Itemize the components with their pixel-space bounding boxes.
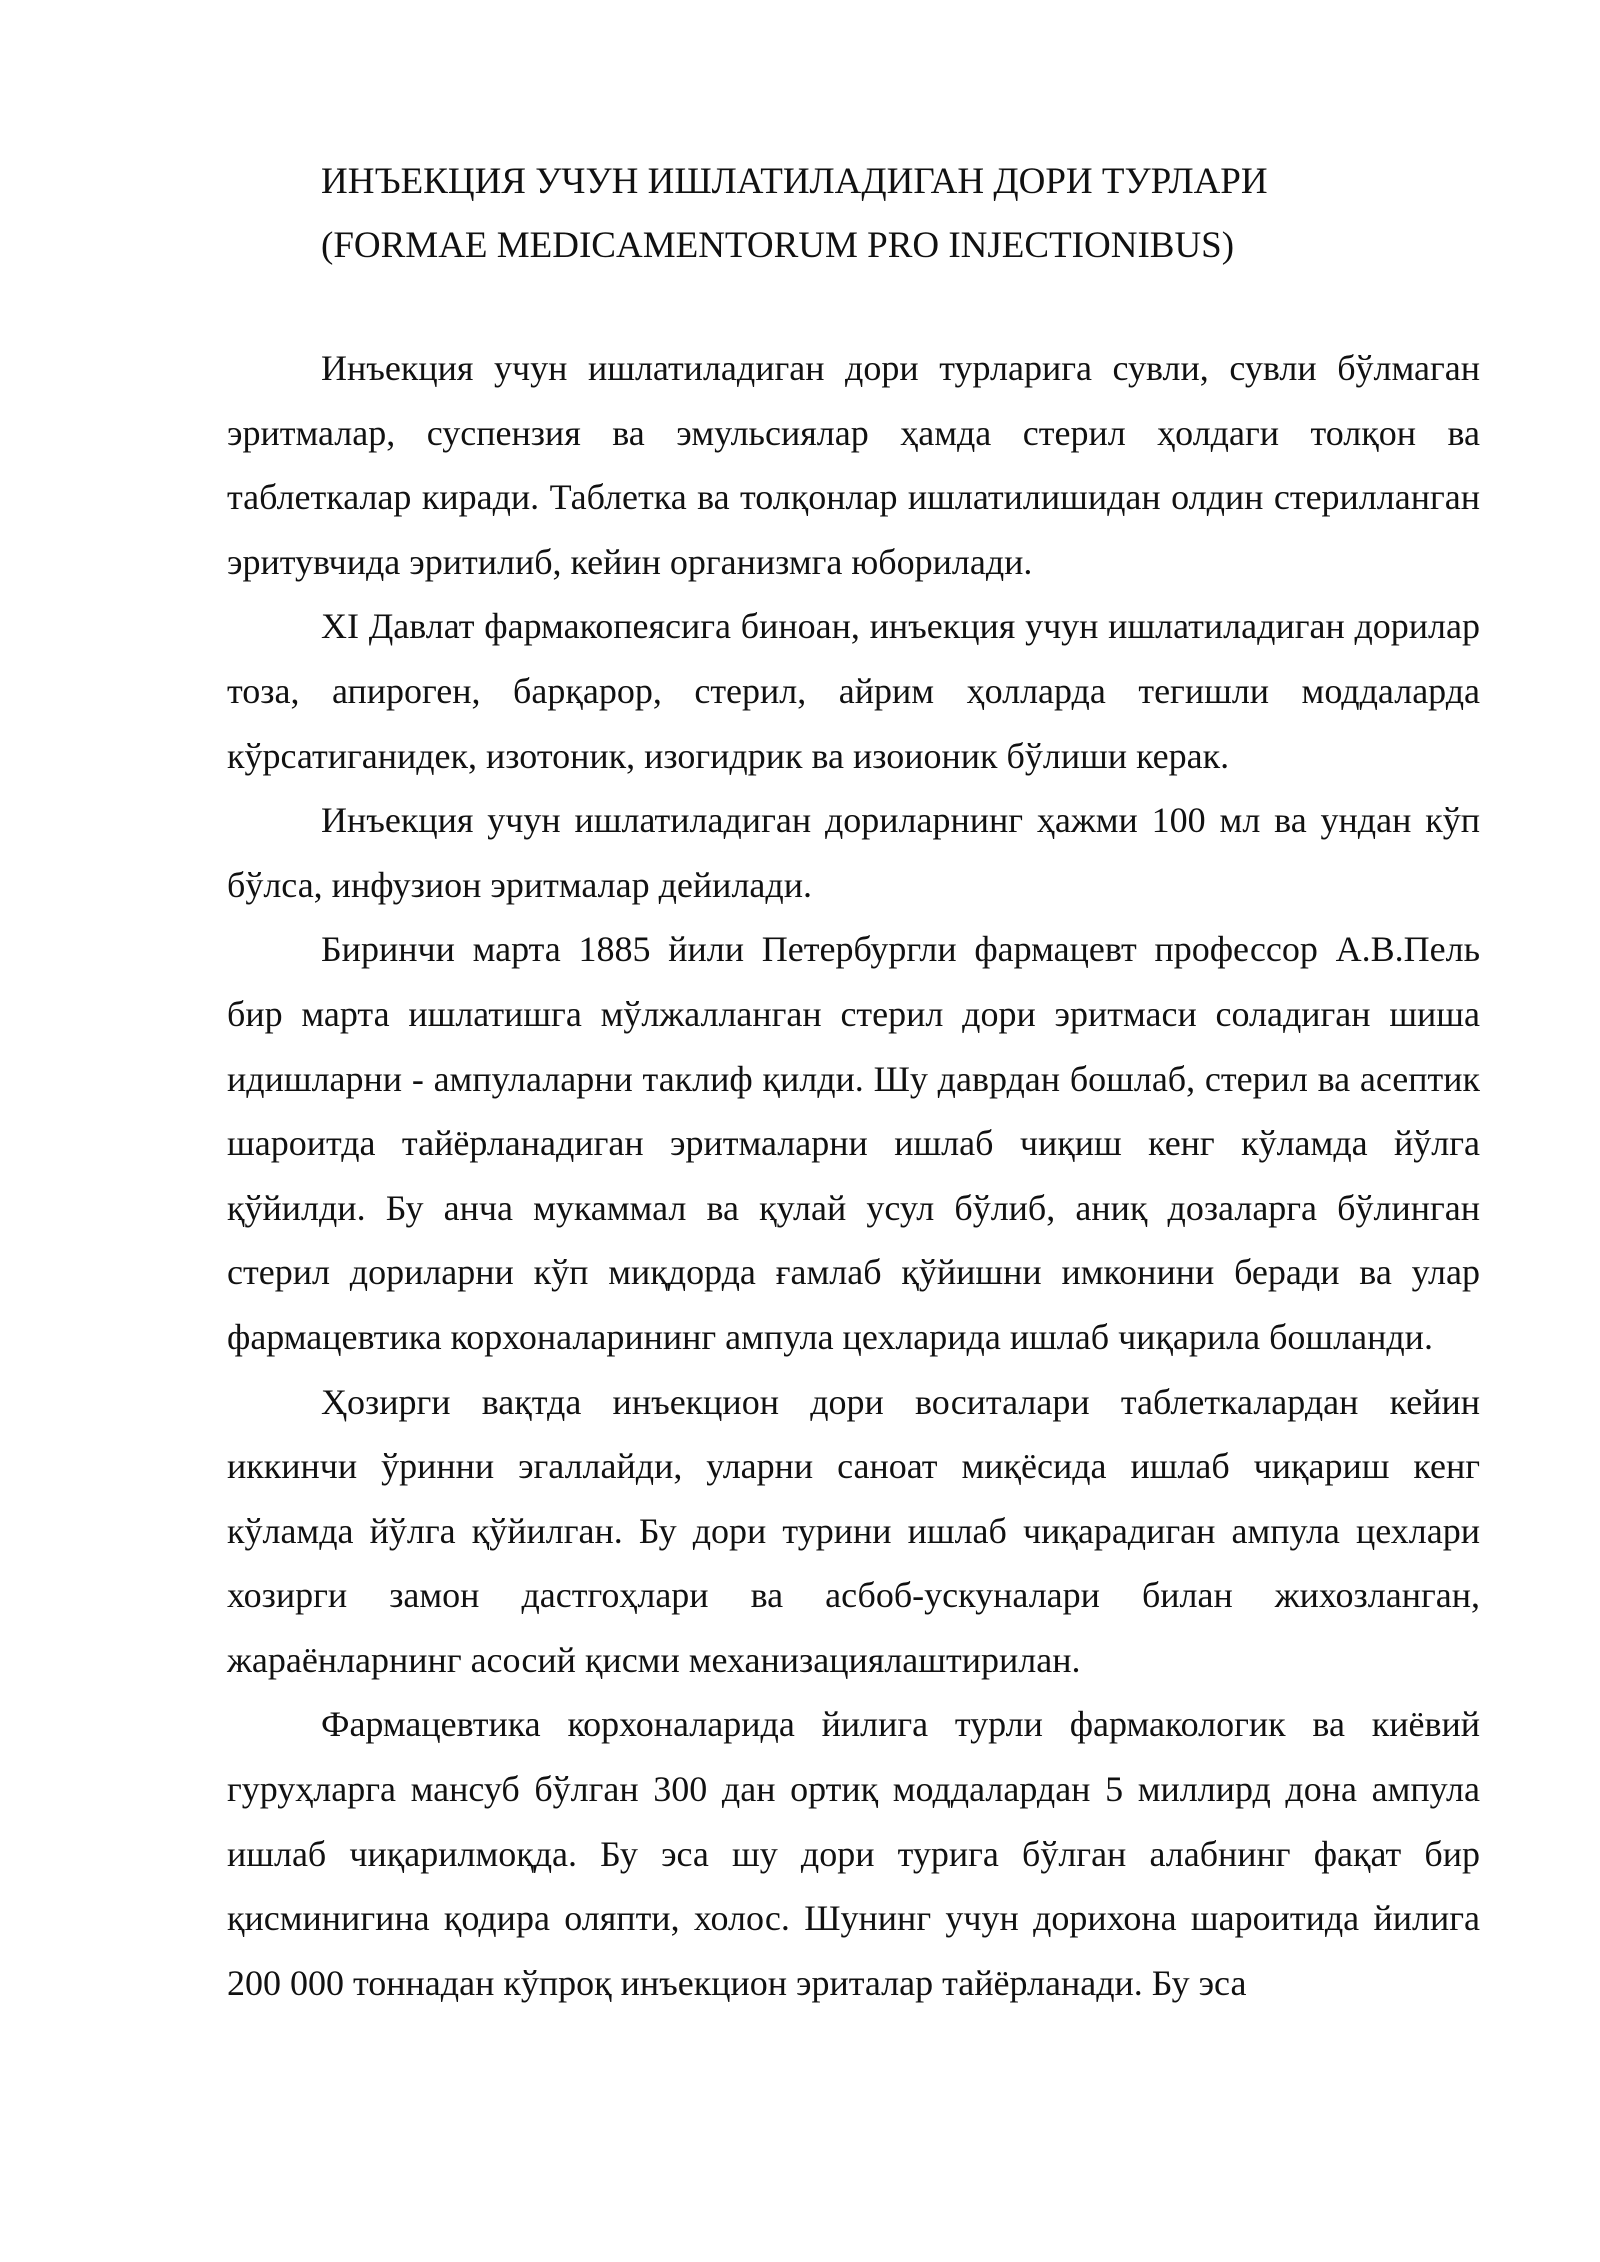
title-line-1: ИНЪЕКЦИЯ УЧУН ИШЛАТИЛАДИГАН ДОРИ ТУРЛАРИ [321,161,1268,202]
document-body [227,336,1480,2015]
paragraph: Биринчи марта 1885 йили Петербургли фармацевт профессор А.В.Пель бир марта ишлатишга мўлжалланган стерил дори эритмаси соладиган шиша идишларни - ампулаларни таклиф қилди. Шу даврдан бошлаб, стерил ва асептик шароитда тайёрланадиган эритмаларни ишлаб чиқиш кенг кўламда йўлга қўйилди. Бу анча мукаммал ва қулай усул бўлиб, аниқ дозаларга бўлинган стерил дориларни кўп миқдорда ғамлаб қўйишни имконини беради ва улар фармацевтика корхоналарининг ампула цехларида ишлаб чиқарила бошланди. [227,929,1480,1357]
paragraph: Инъекция учун ишлатиладиган дориларнинг ҳажми 100 мл ва ундан кўп бўлса, инфузион эритмалар дейилади. [227,800,1480,905]
paragraph: Инъекция учун ишлатиладиган дори турларига сувли, сувли бўлмаган эритмалар, суспензия ва эмульсиялар ҳамда стерил ҳолдаги толқон ва таблеткалар киради. Таблетка ва толқонлар ишлатилишидан олдин стерилланган эритувчида эритилиб, кейин организмга юборилади. [227,348,1480,582]
paragraph: Фармацевтика корхоналарида йилига турли фармакологик ва киёвий гуруҳларга мансуб бўлган 300 дан ортиқ моддалардан 5 миллирд дона ампула ишлаб чиқарилмоқда. Бу эса шу дори турига бўлган алабнинг фақат бир қисминигина қодира оляпти, холос. Шунинг учун дорихона шароитида йилига 200 000 тоннадан кўпроқ инъекцион эриталар тайёрланади. Бу эса [227,1704,1480,2003]
title-line-2: (FORMAE MEDICAMENTORUM PRO INJECTIONIBUS) [321,225,1235,266]
document-title [321,150,1471,278]
paragraph: Ҳозирги вақтда инъекцион дори воситалари таблеткалардан кейин иккинчи ўринни эгаллайди, уларни саноат миқёсида ишлаб чиқариш кенг кўламда йўлга қўйилган. Бу дори турини ишлаб чиқарадиган ампула цехлари хозирги замон дастгоҳлари ва асбоб-ускуналари билан жихозланган, жараёнларнинг асосий қисми механизациялаштирилан. [227,1381,1480,1680]
paragraph: XI Давлат фармакопеясига биноан, инъекция учун ишлатиладиган дорилар тоза, апироген, барқарор, стерил, айрим ҳолларда тегишли моддаларда кўрсатиганидек, изотоник, изогидрик ва изоионик бўлиши керак. [227,606,1480,776]
